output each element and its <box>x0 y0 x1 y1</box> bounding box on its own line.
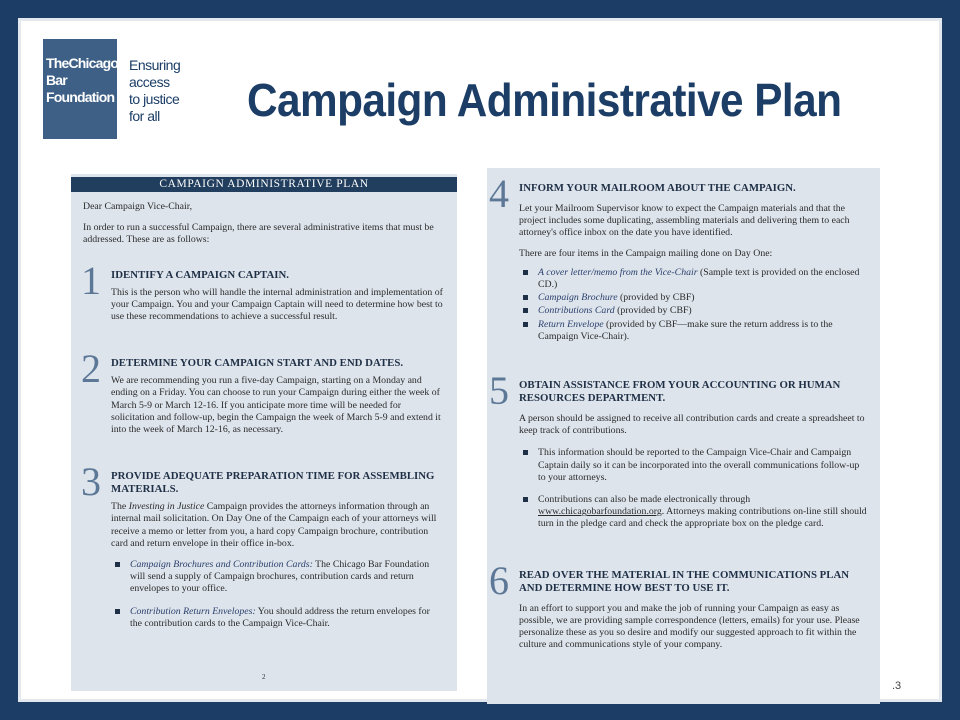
section-1 <box>81 257 443 324</box>
logo-tagline-line: access <box>129 74 170 90</box>
foundation-website-link[interactable]: www.chicagobarfoundation.org <box>538 506 662 518</box>
section-5 <box>489 368 868 531</box>
logo-name-block <box>43 39 117 139</box>
section-body: Let your Mailroom Supervisor know to expect the Campaign materials and that the project includes some duplicating, assembling materials and delivering them to each attorney's office inbox on the date you have identified. <box>519 203 850 239</box>
bullet-label: Return Envelope <box>538 318 604 330</box>
section-number: 3 <box>81 459 101 505</box>
section-body: We are recommending you run a five-day Campaign, starting on a Monday and ending on a Friday. You can choose to run your Campaign during either the week of March 5-9 or March 12-16. If you anticipate more time will be needed for solicitation and follow-up, begin the Campaign the week of March 5-9 and extend it into the week of March 12-16, as necessary. <box>111 375 441 436</box>
bullet-text: You should address the return envelopes for the contribution cards to the Campaign Vice-Chair. <box>130 605 430 629</box>
bullet-item <box>519 292 868 304</box>
logo-tagline <box>129 57 180 125</box>
bullet-item <box>519 447 868 484</box>
bullet-item <box>111 606 443 630</box>
page-folio: 2 <box>262 673 266 681</box>
slide <box>18 18 942 702</box>
bullet-item <box>111 559 443 596</box>
slide-number: .3 <box>892 680 902 692</box>
section-heading: OBTAIN ASSISTANCE FROM YOUR ACCOUNTING OR HUMAN RESOURCES DEPARTMENT. <box>519 379 841 405</box>
section-body: This is the person who will handle the internal administration and implementation of your Campaign. You and your Campaign Captain will need to determine how best to use these recommendations to achieve a successful result. <box>111 286 443 323</box>
slide-title: Campaign Administrative Plan <box>247 74 842 126</box>
section-4 <box>489 171 868 343</box>
section-body: A person should be assigned to receive all contribution cards and create a spreadsheet to keep track of contributions. <box>519 413 865 437</box>
bullet-text: (provided by CBF) <box>617 292 695 304</box>
bullet-square-icon <box>523 322 528 327</box>
section-3 <box>81 459 443 630</box>
section-number: 2 <box>81 346 101 392</box>
logo-name-line: TheChicago <box>46 55 119 71</box>
document-page-left <box>71 174 457 691</box>
campaign-name: Investing in Justice <box>128 501 205 513</box>
section-6 <box>489 557 868 652</box>
salutation: Dear Campaign Vice-Chair, <box>83 201 193 212</box>
bullet-label: Contributions Card <box>538 305 615 317</box>
bullet-text: (provided by CBF—make sure the return address is to the Campaign Vice-Chair). <box>538 318 833 342</box>
section-heading: PROVIDE ADEQUATE PREPARATION TIME FOR ASSEMBLING MATERIALS. <box>111 470 435 496</box>
section-number: 5 <box>489 368 509 414</box>
logo-name-line: Foundation <box>46 89 115 105</box>
bullet-text: The Chicago Bar Foundation will send a supply of Campaign brochures, contribution cards and return envelopes to your office. <box>130 559 430 595</box>
section-heading: IDENTIFY A CAMPAIGN CAPTAIN. <box>111 268 289 281</box>
logo-name-line: Bar <box>46 72 67 88</box>
bullet-label: Campaign Brochure <box>538 292 618 304</box>
bullet-item <box>519 319 868 343</box>
section-number: 4 <box>489 171 509 216</box>
bullet-label: Campaign Brochures and Contribution Cards: <box>130 559 313 571</box>
bullet-text: (Sample text is provided on the enclosed CD.) <box>538 266 860 291</box>
logo-tagline-line: to justice <box>129 91 180 107</box>
bullet-label: Contribution Return Envelopes: <box>130 605 256 617</box>
logo-tagline-line: for all <box>129 108 160 124</box>
section-heading: READ OVER THE MATERIAL IN THE COMMUNICATIONS PLAN AND DETERMINE HOW BEST TO USE IT. <box>519 568 850 594</box>
section-number: 1 <box>81 257 101 303</box>
bullet-label: A cover letter/memo from the Vice-Chair <box>538 266 698 278</box>
bullet-square-icon <box>523 295 528 300</box>
bullet-square-icon <box>523 497 528 502</box>
bullet-item: Contributions can also be made electronically through www.chicagobarfoundation.org. Attorneys making contributions on-line still should turn in the pledge card and check the appropriate box on the pledge card. <box>519 494 868 531</box>
bullet-square-icon <box>523 450 528 455</box>
bullet-item <box>519 305 868 317</box>
bullet-item <box>519 267 868 291</box>
document-page-right <box>487 168 880 704</box>
bullet-square-icon <box>523 308 528 313</box>
section-body: There are four items in the Campaign mailing done on Day One: <box>519 247 773 259</box>
bullet-text: (provided by CBF) <box>614 305 692 317</box>
intro-paragraph: In order to run a successful Campaign, there are several administrative items that must be addressed. These are as follows: <box>83 222 434 246</box>
section-body: The Investing in Justice Campaign provides the attorneys information through an internal mail solicitation. On Day One of the Campaign each of your attorneys will receive a memo or letter from you, a hard copy Campaign brochure, contribution card and return envelope in their office in-box. <box>111 501 437 549</box>
logo-tagline-line: Ensuring <box>129 57 181 73</box>
section-heading: INFORM YOUR MAILROOM ABOUT THE CAMPAIGN. <box>519 182 796 194</box>
section-2 <box>81 346 443 436</box>
section-body: In an effort to support you and make the job of running your Campaign as easy as possible, we are providing sample correspondence (letters, emails) for your use. Please personalize these as you so desire and modify our suggested approach to fit within the culture and communications style of your company. <box>519 602 860 651</box>
section-heading: DETERMINE YOUR CAMPAIGN START AND END DATES. <box>111 357 404 370</box>
page-banner: CAMPAIGN ADMINISTRATIVE PLAN <box>71 177 457 192</box>
bullet-square-icon <box>115 562 120 567</box>
bullet-text: This information should be reported to the Campaign Vice-Chair and Campaign Captain daily so it can be incorporated into the overall communications follow-up to your attorneys. <box>538 447 860 483</box>
section-number: 6 <box>489 557 509 603</box>
bullet-square-icon <box>523 270 528 275</box>
cbf-logo <box>43 37 193 143</box>
bullet-square-icon <box>115 609 120 614</box>
